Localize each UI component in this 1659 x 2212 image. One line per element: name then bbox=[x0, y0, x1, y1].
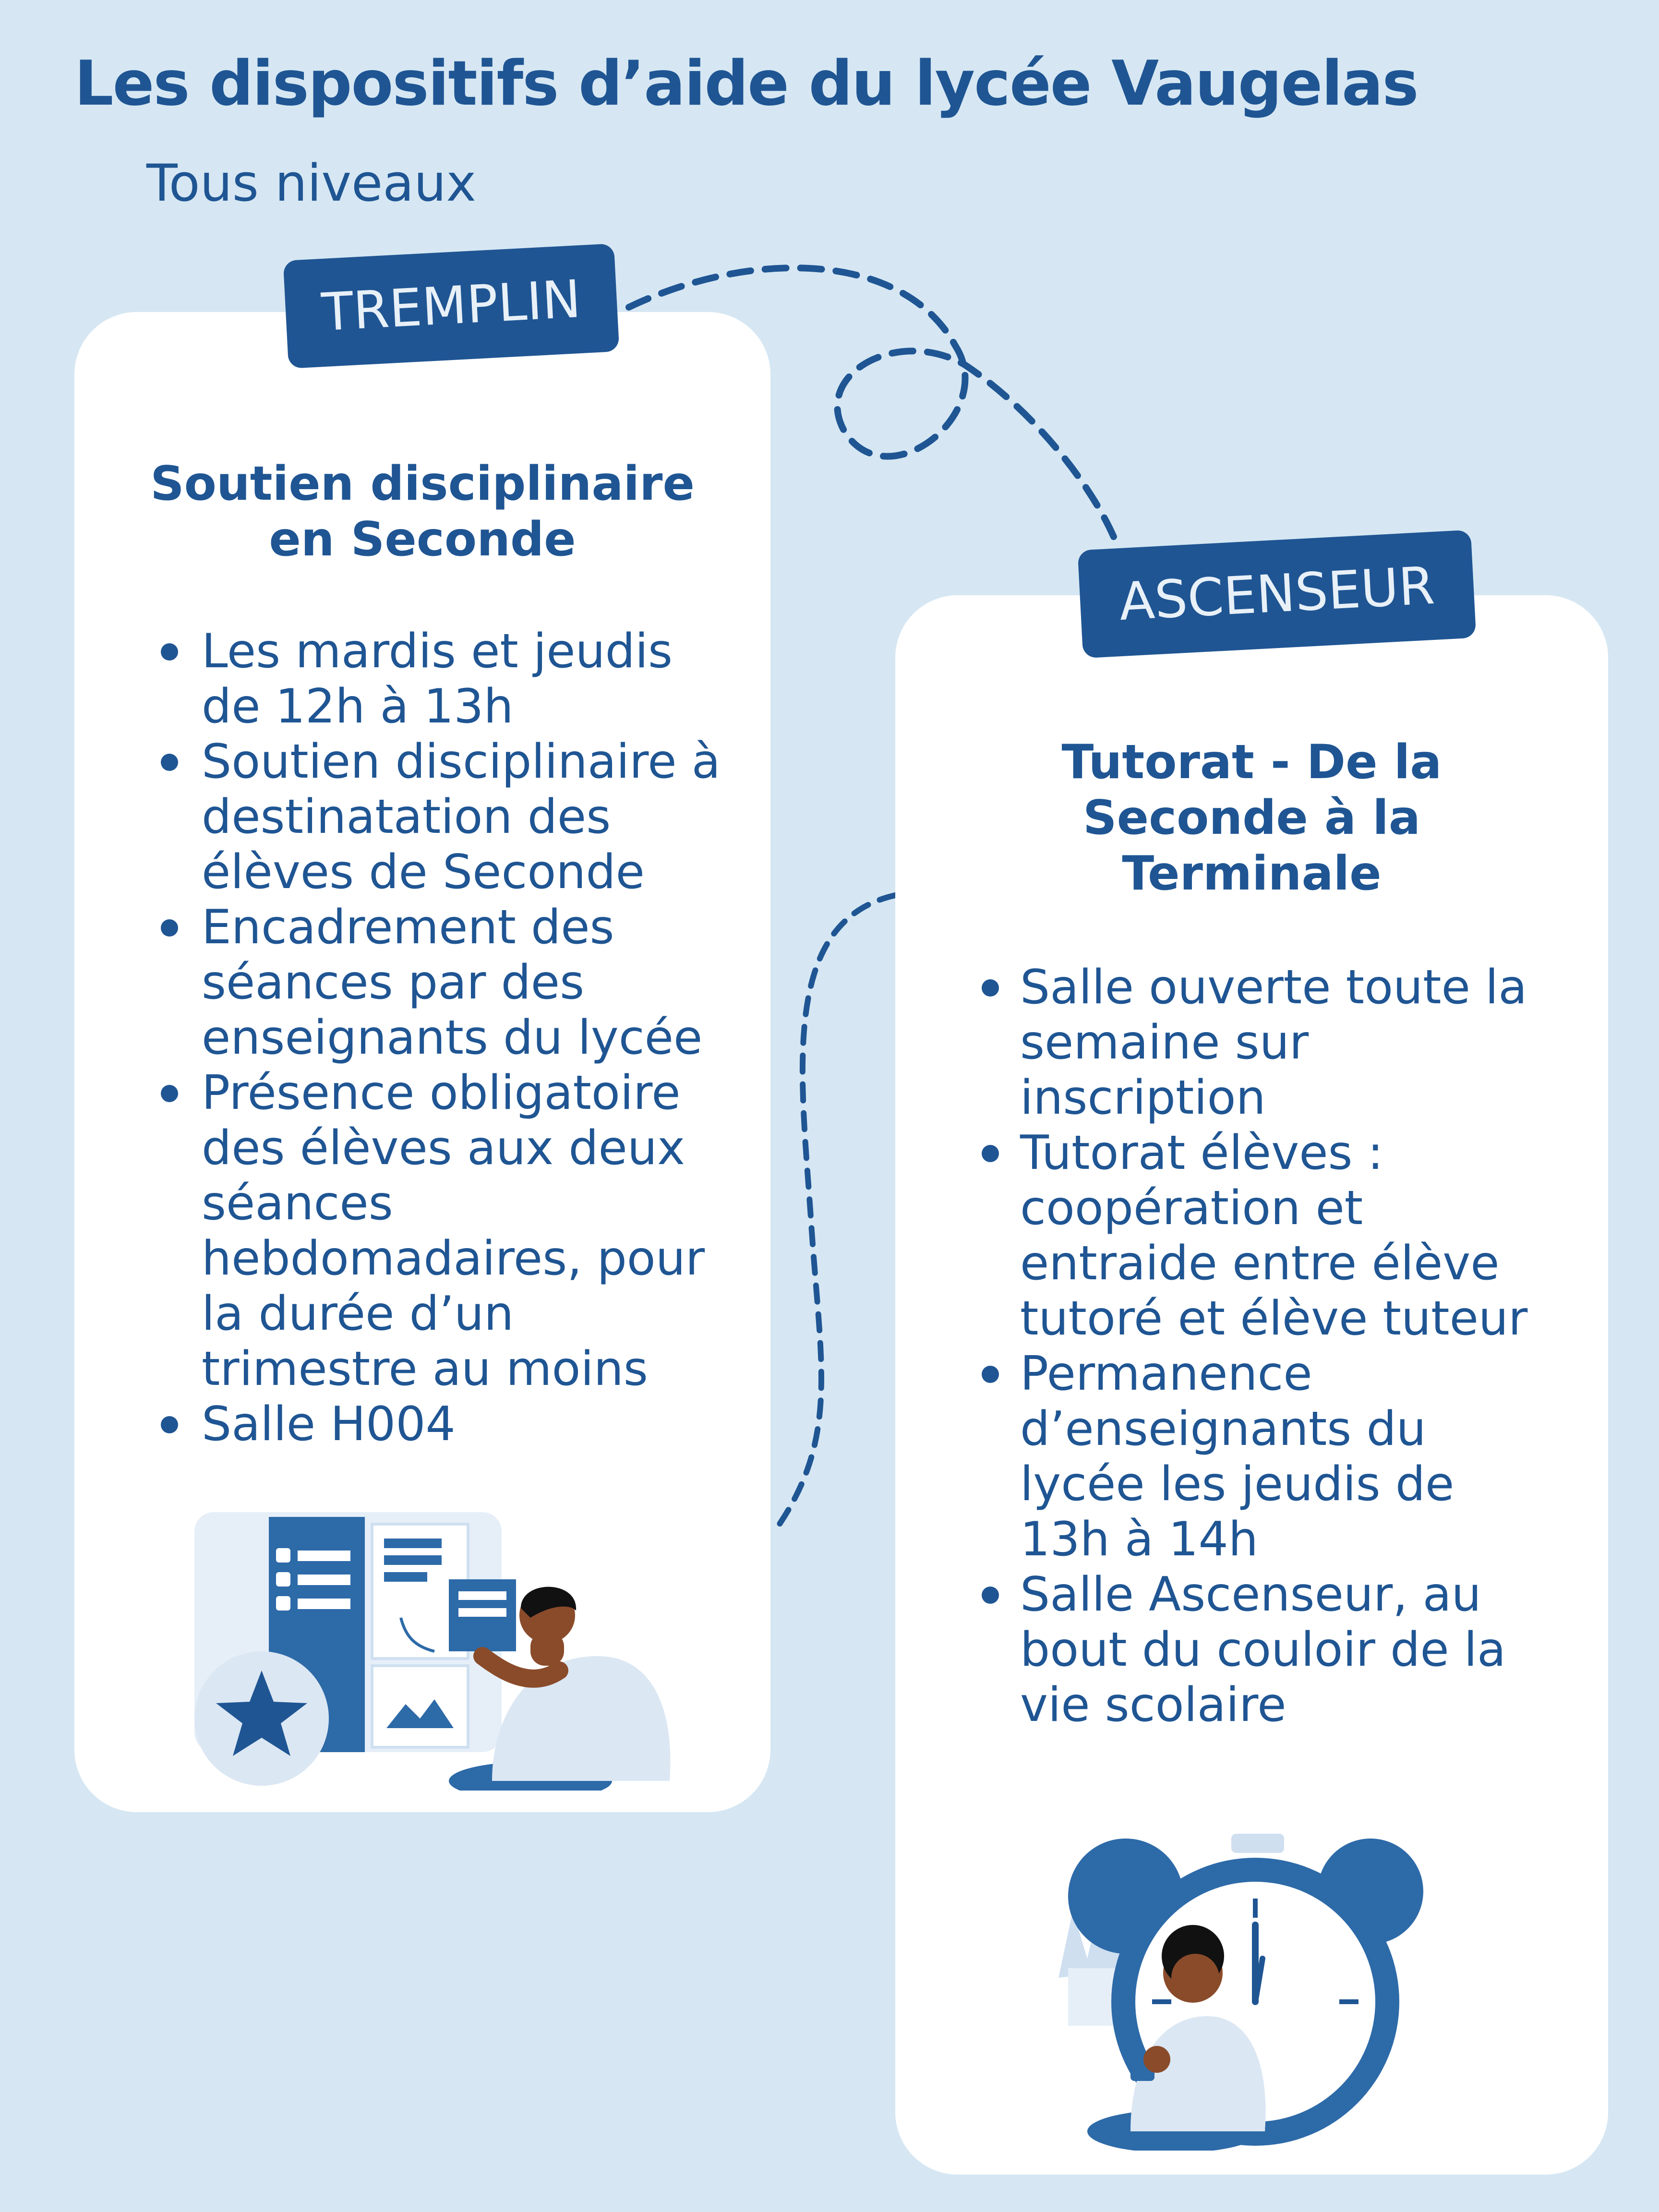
list-item: Soutien disciplinaire à destinatation des élèves de Seconde bbox=[118, 734, 770, 900]
list-item: Les mardis et jeudis de 12h à 13h bbox=[118, 624, 770, 734]
person-checklist-star-illustration bbox=[194, 1512, 698, 1791]
ascenseur-tag: ASCENSEUR bbox=[1078, 530, 1477, 659]
card-heading: Tutorat - De la Seconde à la Terminale bbox=[1061, 735, 1442, 901]
page-title: Les dispositifs d’aide du lycée Vaugelas bbox=[74, 48, 1418, 120]
list-item: Présence obligatoire des élèves aux deux séances hebdomadaires, pour la durée d’un trimestre au moins bbox=[118, 1066, 770, 1397]
list-item: Salle Ascenseur, au bout du couloir de la vie scolaire bbox=[967, 1567, 1606, 1733]
bullet-list bbox=[118, 624, 770, 1452]
tremplin-card bbox=[74, 312, 770, 1812]
list-item: Salle ouverte toute la semaine sur inscription bbox=[967, 960, 1606, 1126]
list-item: Encadrement des séances par des enseignants du lycée bbox=[118, 900, 770, 1066]
list-item: Tutorat élèves : coopération et entraide entre élève tutoré et élève tuteur bbox=[967, 1126, 1606, 1346]
ascenseur-card bbox=[895, 595, 1608, 2175]
person-alarm-clock-illustration bbox=[1039, 1834, 1471, 2151]
list-item: Salle H004 bbox=[118, 1397, 770, 1452]
page-subtitle: Tous niveaux bbox=[146, 154, 477, 213]
bullet-list bbox=[967, 960, 1606, 1733]
card-heading: Soutien disciplinaire en Seconde bbox=[150, 457, 695, 567]
list-item: Permanence d’enseignants du lycée les jeudis de 13h à 14h bbox=[967, 1346, 1606, 1567]
tremplin-tag: TREMPLIN bbox=[283, 243, 620, 369]
